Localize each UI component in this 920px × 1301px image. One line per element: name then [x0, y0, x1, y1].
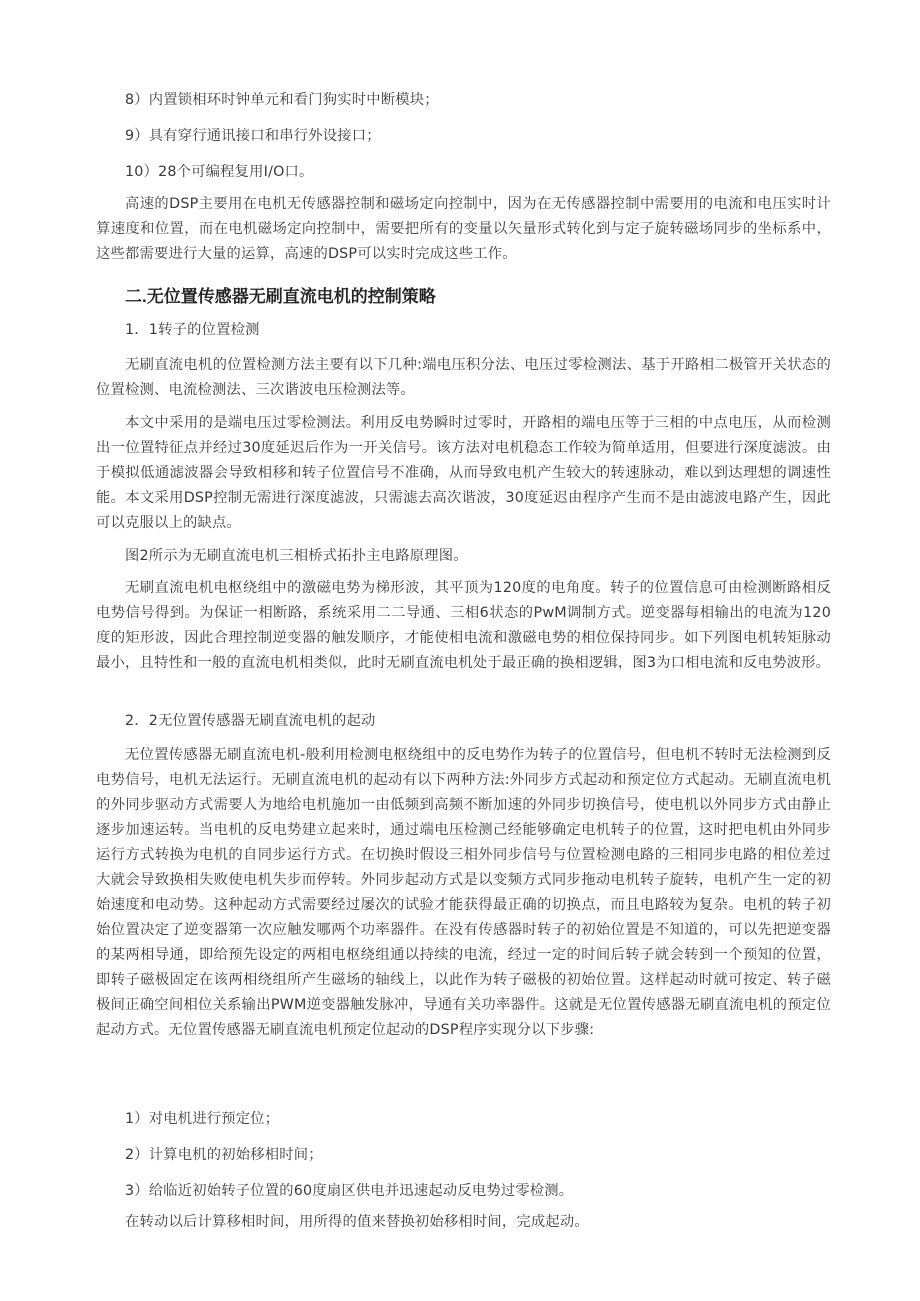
- paragraph-figure2: 图2所示为无刷直流电机三相桥式拓扑主电路原理图。: [125, 548, 468, 564]
- list-item-10: 10）28个可编程复用I/O口。: [125, 164, 314, 180]
- step-1: 1）对电机进行预定位；: [125, 1111, 280, 1127]
- paragraph-dsp: 高速的DSP主要用在电机无传感器控制和磁场定向控制中，因为在无传感器控制中需要用的电流和电压实时计算速度和位置，而在电机磁场定向控制中，需要把所有的变量以矢量形式转化到与定子旋转磁场同步的坐标系中，这些都需要进行大量的运算，高速的DSP可以实时完成这些工作。: [96, 196, 831, 262]
- section-title: 二.无位置传感器无刷直流电机的控制策略: [125, 287, 436, 306]
- paragraph-methods: 无刷直流电机的位置检测方法主要有以下几种:端电压积分法、电压过零检测法、基于开路相二极管开关状态的位置检测、电流检测法、三次谐波电压检测法等。: [96, 357, 831, 398]
- paragraph-final: 在转动以后计算移相时间，用所得的值来替换初始移相时间，完成起动。: [125, 1214, 589, 1230]
- subsection-title-1: 1．1转子的位置检测: [125, 322, 260, 338]
- step-3: 3）给临近初始转子位置的60度扇区供电并迅速起动反电势过零检测。: [125, 1183, 574, 1199]
- paragraph-startup: 无位置传感器无刷直流电机-般利用检测电枢绕组中的反电势作为转子的位置信号，但电机不转时无法检测到反电势信号，电机无法运行。无刷直流电机的起动有以下两种方法:外同步方式起动和预定位方式起动。无刷直流电机的外同步驱动方式需要人为地给电机施加一由低频到高频不断加速的外同步切换信号，使电机以外同步方式由静止逐步加速运转。当电机的反电势建立起来时，通过端电压检测己经能够确定电机转子的位置，这时把电机由外同步运行方式转换为电机的自同步运行方式。在切换时假设三相外同步信号与位置检测电路的三相同步电路的相位差过大就会导致换相失败使电机失步而停转。外同步起动方式是以变频方式同步拖动电机转子旋转，电机产生一定的初始速度和电动势。这种起动方式需要经过屡次的试验才能获得最正确的切换点，而且电路较为复杂。电机的转子初始位置决定了逆变器第一次应触发哪两个功率器件。在没有传感器时转子的初始位置是不知道的，可以先把逆变器的某两相导通，即给预先设定的两相电枢绕组通以持续的电流，经过一定的时间后转子就会转到一个预知的位置，即转子磁极固定在该两相绕组所产生磁场的轴线上，以此作为转子磁极的初始位置。这样起动时就可按定、转子磁极间正确空间相位关系输出PWM逆变器触发脉冲，导通有关功率器件。这就是无位置传感器无刷直流电机的预定位起动方式。无位置传感器无刷直流电机预定位起动的DSP程序实现分以下步骤:: [96, 747, 831, 1038]
- step-2: 2）计算电机的初始移相时间；: [125, 1147, 323, 1163]
- list-item-9: 9）具有穿行通讯接口和串行外设接口；: [125, 128, 381, 144]
- paragraph-zero-crossing: 本文中采用的是端电压过零检测法。利用反电势瞬时过零时，开路相的端电压等于三相的中点电压，从而检测出一位置特征点并经过30度延迟后作为一开关信号。该方法对电机稳态工作较为简单适用，但要进行深度滤波。由于模拟低通滤波器会导致相移和转子位置信号不准确，从而导致电机产生较大的转速脉动，难以到达理想的调速性能。本文采用DSP控制无需进行深度滤波，只需滤去高次谐波，30度延迟由程序产生而不是由滤波电路产生，因此可以克服以上的缺点。: [96, 415, 831, 531]
- subsection-title-2: 2．2无位置传感器无刷直流电机的起动: [125, 713, 376, 729]
- list-item-8: 8）内置锁相环时钟单元和看门狗实时中断模块；: [125, 92, 439, 108]
- paragraph-winding: 无刷直流电机电枢绕组中的激磁电势为梯形波，其平顶为120度的电角度。转子的位置信息可由检测断路相反电势信号得到。为保证一相断路，系统采用二二导通、三相6状态的PwM调制方式。逆变器每相输出的电流为120度的矩形波，因此合理控制逆变器的触发顺序，才能使相电流和激磁电势的相位保持同步。如下列图电机转矩脉动最小，且特性和一般的直流电机相类似，此时无刷直流电机处于最正确的换相逻辑，图3为口相电流和反电势波形。: [96, 580, 831, 671]
